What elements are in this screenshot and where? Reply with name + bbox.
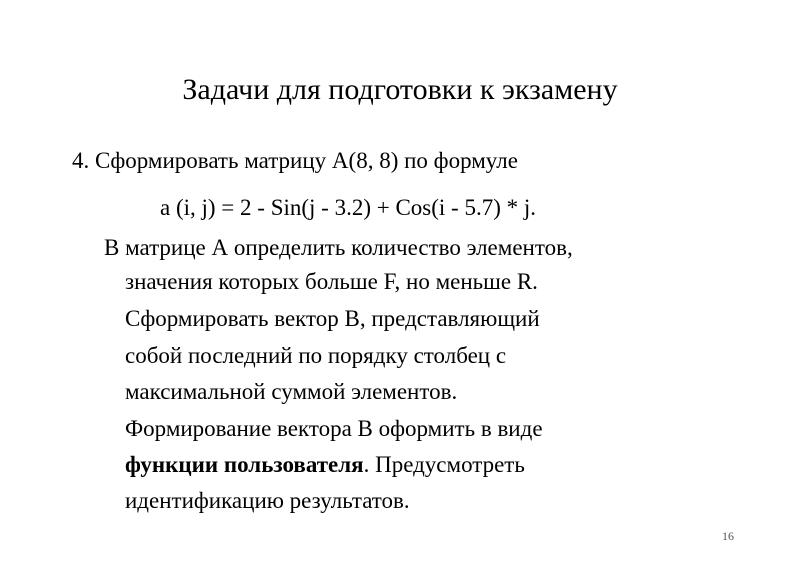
bold-term: функции пользователя <box>125 452 364 477</box>
paragraph-line-1: В матрице А определить количество элементов, <box>104 235 573 260</box>
paragraph-line-2: значения которых больше F, но меньше R. <box>125 269 538 294</box>
paragraph-line-7-rest: . Предусмотреть <box>363 452 525 477</box>
page-number: 16 <box>722 529 734 543</box>
task-header: 4. Сформировать матрицу А(8, 8) по формуле <box>72 148 518 173</box>
formula: a (i, j) = 2 - Sin(j - 3.2) + Cos(i - 5.7) * j. <box>160 195 537 220</box>
paragraph-line-8: идентификацию результатов. <box>125 488 410 513</box>
paragraph-line-6: Формирование вектора В оформить в виде <box>125 416 543 441</box>
paragraph-line-3: Сформировать вектор В, представляющий <box>125 306 540 331</box>
paragraph-line-5: максимальной суммой элементов. <box>125 379 458 404</box>
paragraph-line-7 <box>125 449 525 481</box>
slide-title: Задачи для подготовки к экзамену <box>182 73 618 106</box>
paragraph-line-4: собой последний по порядку столбец с <box>125 343 507 368</box>
